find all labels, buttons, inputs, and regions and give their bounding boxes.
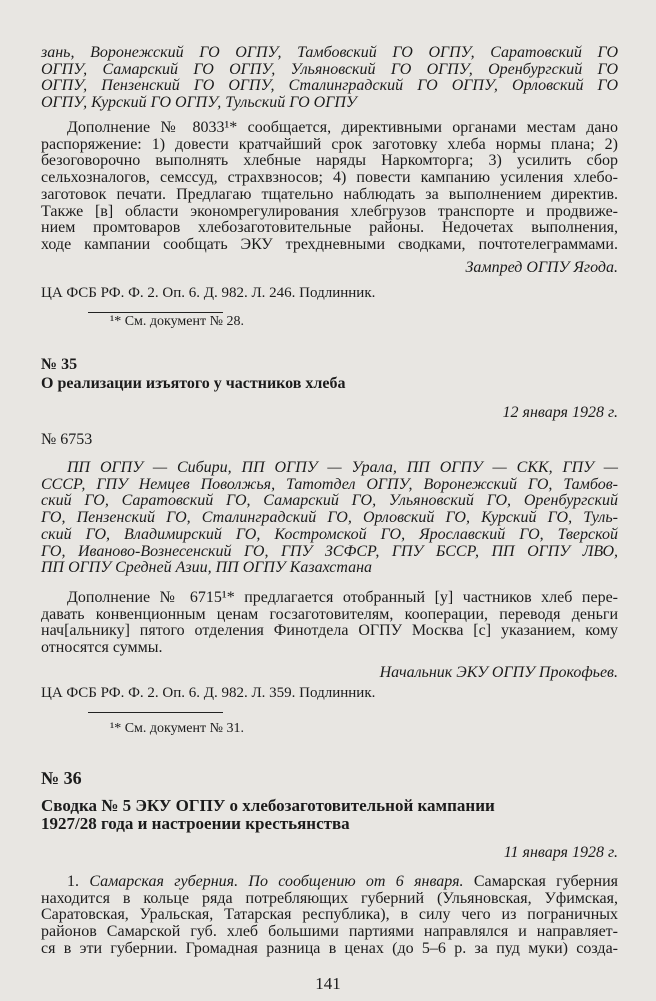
footnote-divider: [88, 712, 223, 713]
text-line: нием промтоваров хлебозаготовительные районы. Недочетах выполнения,: [41, 219, 618, 237]
doc35-addressees: [41, 460, 618, 577]
doc36-body: [41, 874, 618, 958]
text-line: ГО, Пензенский ГО, Сталинградский ГО, Орловский ГО, Курский ГО, Туль-: [41, 509, 618, 527]
doc36-title: [41, 797, 618, 833]
text-line: Саратовская, Уральская, Татарская республика), в силу чего из пограничных: [41, 906, 618, 924]
text-line: ГО, Иваново-Вознесенский ГО, ГПУ ЗСФСР, ГПУ БССР, ПП ОГПУ ЛВО,: [41, 542, 618, 560]
text-line: Также [в] области экономрегулирования хлебгрузов транспорте и продвиже-: [41, 202, 618, 220]
text-line: ОГПУ, Курский ГО ОГПУ, Тульский ГО ОГПУ: [41, 94, 357, 112]
region-heading: Самарская губерния. По сообщению от 6 января.: [89, 873, 464, 890]
doc34-signature: Зампред ОГПУ Ягода.: [465, 259, 618, 276]
text-line: ся в эти губернии. Громадная разница в ценах (до 5–6 р. за пуд муки) созда-: [41, 939, 618, 957]
text-line: распоряжение: 1) довести кратчайший срок заготовку хлеба нормы плана; 2): [41, 135, 618, 153]
text-line: ский ГО, Саратовский ГО, Самарский ГО, Ульяновский ГО, Оренбургский: [41, 492, 618, 510]
text-line: ОГПУ, Самарский ГО ОГПУ, Ульяновский ГО ОГПУ, Оренбургский ГО: [41, 60, 618, 78]
text-line: относятся суммы.: [41, 639, 163, 657]
text-line: находится в кольце ряда потребляющих губерний (Ульяновская, Уфимская,: [41, 889, 618, 907]
text-line: ПП ОГПУ Средней Азии, ПП ОГПУ Казахстана: [41, 559, 373, 577]
doc36-number: № 36: [41, 768, 82, 788]
text-line: СССР, ГПУ Немцев Поволжья, Татотдел ОГПУ, Воронежский ГО, Тамбов-: [41, 475, 618, 493]
text-line: ходе кампании сообщать ЭКУ трехдневными сводками, почтотелеграммами.: [41, 235, 618, 253]
text-line: ский ГО, Владимирский ГО, Костромской ГО, Ярославский ГО, Тверской: [41, 525, 618, 543]
doc35-number: № 35: [41, 356, 78, 373]
doc36-body-first-line: [41, 874, 618, 891]
doc35-footnote: ¹* См. документ № 31.: [110, 721, 244, 736]
footnote-divider: [88, 312, 223, 313]
doc35-ref-number: № 6753: [41, 431, 93, 448]
doc34-footnote: ¹* См. документ № 28.: [110, 314, 244, 329]
doc35-title: О реализации изъятого у частников хлеба: [41, 375, 346, 392]
item-number: 1.: [67, 873, 90, 890]
doc34-body: [41, 120, 618, 254]
body-text: Самарская губерния: [463, 873, 618, 890]
doc35-body: [41, 590, 618, 657]
doc35-date: 12 января 1928 г.: [502, 404, 618, 421]
doc34-addressees: [41, 45, 618, 112]
text-line: ПП ОГПУ — Сибири, ПП ОГПУ — Урала, ПП ОГПУ — СКК, ГПУ —: [67, 459, 618, 476]
text-line: Дополнение № 6715¹* предлагается отобранный [у] частников хлеб пере-: [67, 589, 618, 606]
text-line: ОГПУ, Пензенский ГО ОГПУ, Сталинградский ГО ОГПУ, Орловский ГО: [41, 77, 618, 95]
doc35-signature: Начальник ЭКУ ОГПУ Прокофьев.: [379, 664, 618, 681]
text-line: Дополнение № 8033¹* сообщается, директивными органами местам дано: [67, 119, 618, 136]
text-line: сельхозналогов, семссуд, страхвзносов; 4) повести кампанию усиления хлебо-: [41, 169, 618, 187]
page-number: 141: [315, 974, 341, 993]
doc34-archive-source: ЦА ФСБ РФ. Ф. 2. Оп. 6. Д. 982. Л. 246. Подлинник.: [41, 285, 376, 301]
doc36-date: 11 января 1928 г.: [503, 844, 618, 861]
doc36-body-rest: [41, 891, 618, 958]
doc36-title-line: 1927/28 года и настроении крестьянства: [41, 814, 350, 833]
text-line: безоговорочно выполнять хлебные наряды Наркомторга; 3) усилить сбор: [41, 152, 618, 170]
text-line: районов Самарской губ. хлеб большими партиями направлялся и направляет-: [41, 923, 618, 941]
text-line: зань, Воронежский ГО ОГПУ, Тамбовский ГО ОГПУ, Саратовский ГО: [41, 44, 618, 61]
doc35-archive-source: ЦА ФСБ РФ. Ф. 2. Оп. 6. Д. 982. Л. 359. Подлинник.: [41, 685, 376, 701]
doc36-title-line: Сводка № 5 ЭКУ ОГПУ о хлебозаготовительной кампании: [41, 796, 495, 815]
text-line: заготовок печати. Предлагаю тщательно наблюдать за выполнением директив.: [41, 185, 618, 203]
text-line: давать конвенционным ценам госзаготовителям, кооперации, переводя деньги: [41, 605, 618, 623]
text-line: нач[альнику] пятого отделения Финотдела ОГПУ Москва [с] указанием, кому: [41, 622, 618, 640]
